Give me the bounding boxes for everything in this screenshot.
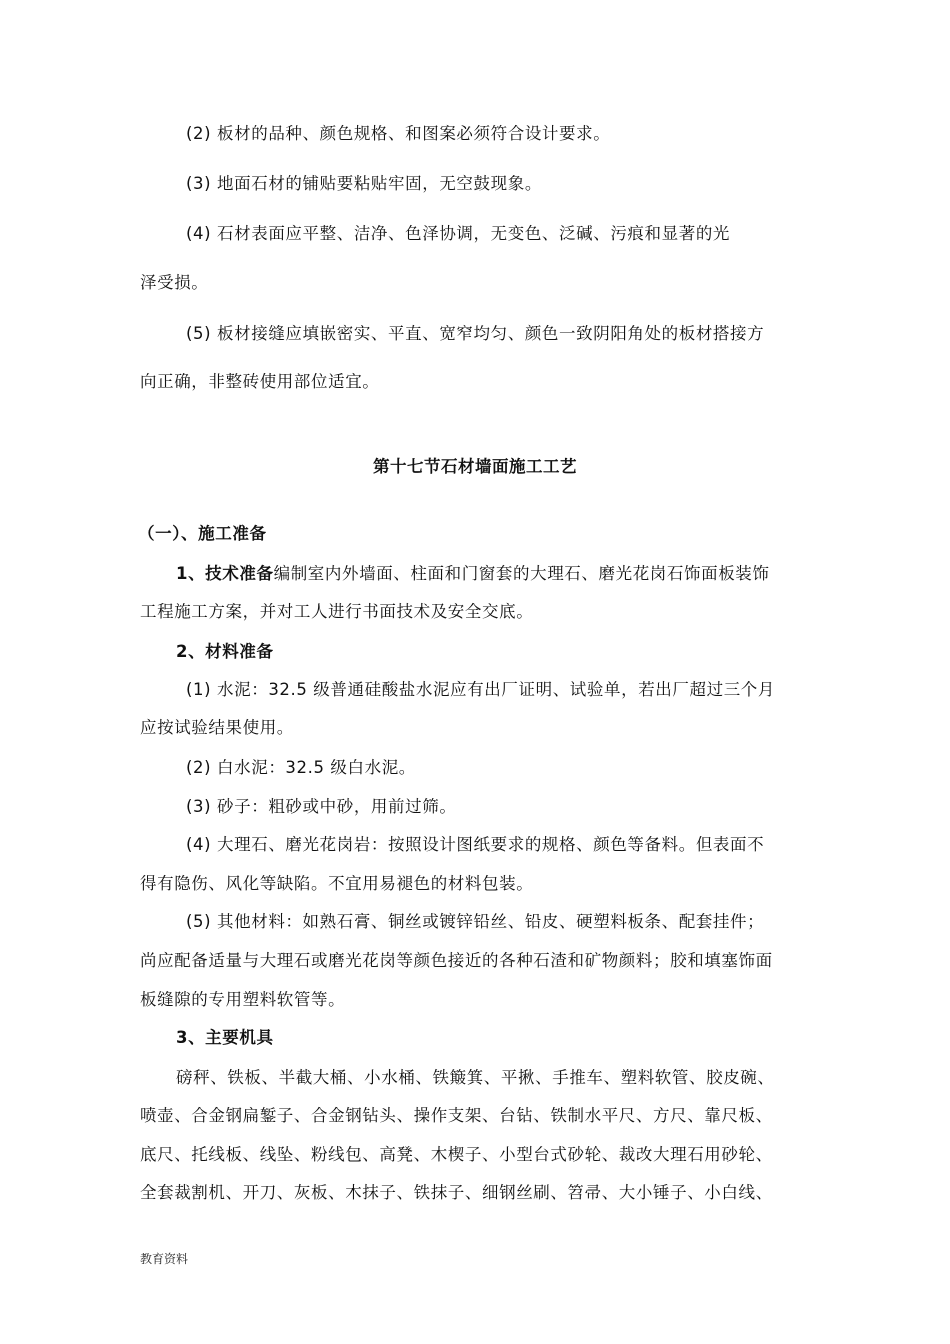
material-1-line-1: (1) 水泥：32.5 级普通硅酸盐水泥应有出厂证明、试验单，若出厂超过三个月	[186, 680, 775, 699]
material-1-line-2: 应按试验结果使用。	[140, 718, 294, 737]
tools-line-2: 喷壶、合金钢扁錾子、合金钢钻头、操作支架、台钻、铁制水平尺、方尺、靠尺板、	[140, 1106, 773, 1125]
material-2: (2) 白水泥：32.5 级白水泥。	[186, 758, 416, 777]
acceptance-item-4-line-2: 泽受损。	[140, 273, 209, 292]
tech-prep-text: 编制室内外墙面、柱面和门窗套的大理石、磨光花岗石饰面板装饰	[273, 564, 770, 583]
tools-heading: 3、主要机具	[176, 1028, 274, 1047]
material-prep-heading: 2、材料准备	[176, 642, 274, 661]
material-3: (3) 砂子：粗砂或中砂，用前过筛。	[186, 797, 457, 816]
tools-line-3: 底尺、托线板、线坠、粉线包、高凳、木楔子、小型台式砂轮、裁改大理石用砂轮、	[140, 1145, 773, 1164]
acceptance-item-5-line-1: (5) 板材接缝应填嵌密实、平直、宽窄均匀、颜色一致阴阳角处的板材搭接方	[186, 324, 765, 343]
tech-prep-label: 1、技术准备	[176, 564, 274, 583]
material-5-line-3: 板缝隙的专用塑料软管等。	[140, 990, 346, 1009]
material-4-line-1: (4) 大理石、磨光花岗岩：按照设计图纸要求的规格、颜色等备料。但表面不	[186, 835, 765, 854]
material-5-line-1: (5) 其他材料：如熟石膏、铜丝或镀锌铅丝、铅皮、硬塑料板条、配套挂件；	[186, 912, 765, 931]
section-title: 第十七节石材墙面施工工艺	[373, 457, 577, 476]
acceptance-item-2: (2) 板材的品种、颜色规格、和图案必须符合设计要求。	[186, 124, 611, 143]
tools-line-4: 全套裁割机、开刀、灰板、木抹子、铁抹子、细钢丝刷、笤帚、大小锤子、小白线、	[140, 1183, 773, 1202]
acceptance-item-4-line-1: (4) 石材表面应平整、洁净、色泽协调，无变色、泛碱、污痕和显著的光	[186, 224, 731, 243]
material-4-line-2: 得有隐伤、风化等缺陷。不宜用易褪色的材料包装。	[140, 874, 534, 893]
page-footer: 教育资料	[140, 1252, 189, 1266]
acceptance-item-3: (3) 地面石材的铺贴要粘贴牢固，无空鼓现象。	[186, 174, 542, 193]
acceptance-item-5-line-2: 向正确，非整砖使用部位适宜。	[140, 372, 380, 391]
tech-prep-line-2: 工程施工方案，并对工人进行书面技术及安全交底。	[140, 602, 534, 621]
material-5-line-2: 尚应配备适量与大理石或磨光花岗等颜色接近的各种石渣和矿物颜料；胶和填塞饰面	[140, 951, 773, 970]
tools-line-1: 磅秤、铁板、半截大桶、小水桶、铁簸箕、平揪、手推车、塑料软管、胶皮碗、	[176, 1068, 775, 1087]
tech-prep-line-1	[176, 562, 812, 586]
part-heading: （一）、施工准备	[138, 524, 267, 543]
